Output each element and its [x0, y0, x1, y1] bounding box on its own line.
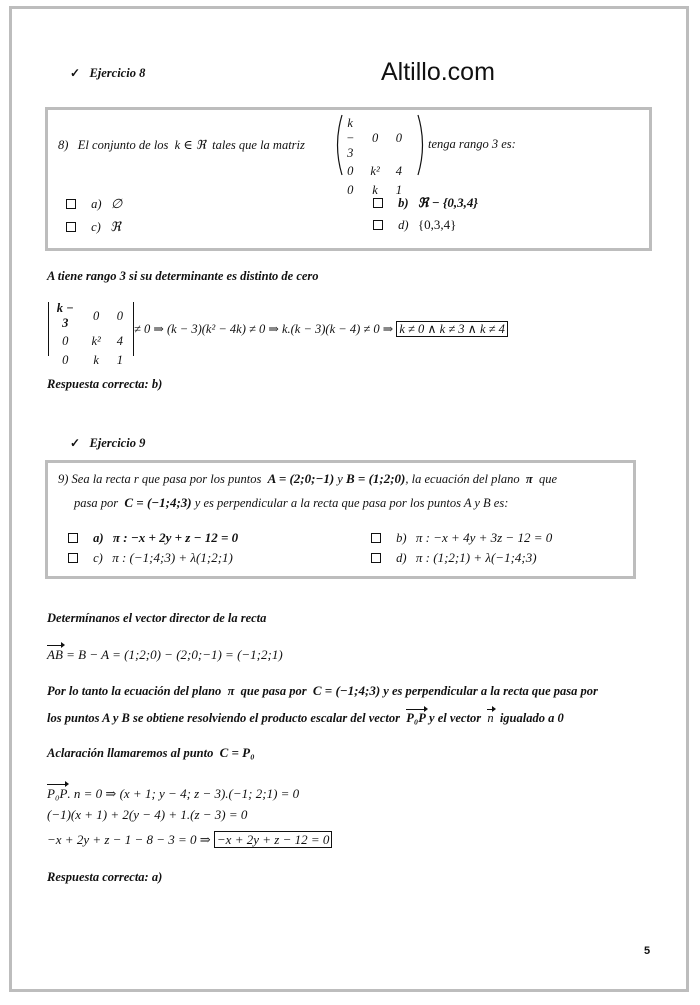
ex9-q-line1-b: , la ecuación del plano	[405, 472, 520, 486]
option-value: ℜ − {0,3,4}	[417, 195, 478, 210]
ex8-option-a[interactable]	[66, 196, 122, 212]
ex8-option-d[interactable]	[373, 217, 456, 233]
option-label: d)	[396, 551, 407, 565]
option-value: ∅	[110, 196, 123, 211]
ex8-q-text-mid: tales que la matriz	[212, 138, 305, 152]
p2-d: y es perpendicular a la recta que pasa por	[383, 684, 598, 698]
option-value: π : (−1;4;3) + λ(1;2;1)	[112, 550, 233, 565]
ex8-det-table	[47, 300, 131, 370]
ex8-question-line	[58, 137, 305, 153]
p3-b: y el vector	[429, 711, 482, 725]
option-value: {0,3,4}	[417, 217, 457, 232]
ex8-answer: Respuesta correcta: b)	[47, 377, 163, 391]
checkbox-icon[interactable]	[68, 553, 78, 563]
ex9-option-a[interactable]	[68, 530, 238, 546]
option-label: a)	[93, 531, 104, 545]
ex9-heading	[70, 436, 145, 451]
ex8-heading	[70, 66, 145, 81]
ex9-eq1	[47, 783, 299, 802]
det-cell: 4	[116, 334, 123, 348]
ex8-q-set: k ∈ ℜ	[174, 138, 206, 152]
checkbox-icon[interactable]	[373, 198, 383, 208]
matrix-cell: k²	[370, 164, 380, 178]
ex9-q-line1-c: que	[538, 472, 557, 486]
ex8-q-number: 8)	[58, 138, 69, 152]
ex9-point-a: A = (2;0;−1)	[267, 471, 335, 486]
option-label: c)	[93, 551, 103, 565]
ex8-det-equation	[134, 321, 508, 337]
checkbox-icon[interactable]	[373, 220, 383, 230]
ex9-p2	[47, 683, 598, 699]
p0p-vector: P₀P	[406, 708, 426, 726]
det-cell: k	[93, 353, 99, 367]
ex9-answer: Respuesta correcta: a)	[47, 870, 163, 884]
matrix-cell: 0	[347, 183, 354, 197]
ex9-q-line2-a: pasa por	[74, 496, 119, 510]
checkbox-icon[interactable]	[371, 553, 381, 563]
option-label: c)	[91, 220, 101, 234]
option-value: π : (1;2;1) + λ(−1;4;3)	[415, 550, 537, 565]
page-number: 5	[644, 945, 651, 957]
right-paren-icon	[416, 114, 428, 176]
matrix-cell: 0	[347, 164, 354, 178]
ex9-p4	[47, 745, 255, 761]
p4-b: C = P₀	[219, 745, 255, 760]
ex9-q-pi: π	[525, 472, 533, 486]
det-eq-text: ≠ 0 ⇒ (k − 3)(k² − 4k) ≠ 0 ⇒ k.(k − 3)(k − 4) ≠ 0 ⇒	[134, 322, 394, 336]
checkbox-icon[interactable]	[66, 222, 76, 232]
option-label: b)	[398, 196, 409, 210]
ex9-option-d[interactable]	[371, 550, 537, 566]
matrix-cell: 1	[395, 183, 402, 197]
ex9-point-b: B = (1;2;0)	[345, 471, 406, 486]
ex9-eq3	[47, 832, 332, 848]
ex9-question-line2	[74, 495, 508, 511]
check-icon: ✓	[70, 436, 81, 450]
ex8-q-text-pre: El conjunto de los	[77, 138, 169, 152]
option-value: ℜ	[110, 219, 121, 234]
det-cell: 0	[92, 308, 100, 323]
checkbox-icon[interactable]	[371, 533, 381, 543]
p2-pi: π	[227, 684, 235, 698]
ex9-question-line1	[58, 471, 557, 487]
ex8-option-c[interactable]	[66, 219, 121, 235]
ex9-q-line2-b: y es perpendicular a la recta que pasa por los puntos A y B es:	[194, 496, 509, 510]
ex8-explain: A tiene rango 3 si su determinante es distinto de cero	[47, 269, 319, 283]
p3-a: los puntos A y B se obtiene resolviendo el producto escalar del vector	[47, 711, 400, 725]
matrix-cell: k	[372, 183, 378, 197]
ex9-heading-text: Ejercicio 9	[89, 436, 146, 450]
matrix-cell: k − 3	[346, 116, 355, 160]
det-result: k ≠ 0 ∧ k ≠ 3 ∧ k ≠ 4	[396, 321, 508, 337]
option-label: a)	[91, 197, 102, 211]
ab-eq: = B − A = (1;2;0) − (2;0;−1) = (−1;2;1)	[66, 647, 283, 662]
ex9-ab-equation	[47, 644, 283, 663]
det-cell: 1	[116, 353, 123, 367]
p2-c: C = (−1;4;3)	[312, 683, 381, 698]
ex9-point-c: C = (−1;4;3)	[124, 495, 192, 510]
det-cell: k − 3	[56, 301, 74, 330]
ex8-matrix-table	[338, 115, 410, 200]
p2-a: Por lo tanto la ecuación del plano	[47, 684, 222, 698]
matrix-cell: 4	[395, 164, 402, 178]
watermark: Altillo.com	[381, 58, 495, 86]
ex9-q-y: y	[337, 472, 343, 486]
ex8-determinant	[48, 301, 134, 367]
ex8-heading-text: Ejercicio 8	[89, 66, 146, 80]
ex8-q-text-post: tenga rango 3 es:	[428, 137, 516, 151]
p2-b: que pasa por	[240, 684, 307, 698]
p4-a: Aclaración llamaremos al punto	[47, 746, 214, 760]
matrix-cell: 0	[371, 131, 379, 145]
ex9-q-line1-a: 9) Sea la recta r que pasa por los puntos	[58, 472, 262, 486]
option-value: π : −x + 4y + 3z − 12 = 0	[415, 530, 553, 545]
p0p-vector: P₀P	[47, 783, 67, 802]
option-label: b)	[396, 531, 407, 545]
ex9-option-b[interactable]	[371, 530, 552, 546]
check-icon: ✓	[70, 66, 81, 80]
matrix-cell: 0	[395, 131, 402, 145]
det-cell: 0	[62, 334, 69, 348]
ab-vector: AB	[47, 644, 63, 663]
p3-c: igualado a 0	[499, 711, 564, 725]
option-label: d)	[398, 218, 409, 232]
eq3-result: −x + 2y + z − 12 = 0	[214, 831, 332, 848]
eq3-text: −x + 2y + z − 1 − 8 − 3 = 0 ⇒	[47, 832, 211, 847]
checkbox-icon[interactable]	[66, 199, 76, 209]
option-value: π : −x + 2y + z − 12 = 0	[112, 530, 239, 545]
ex9-p3	[47, 708, 564, 726]
det-cell: k²	[91, 334, 101, 348]
n-vector: n	[487, 708, 493, 726]
ex9-option-c[interactable]	[68, 550, 233, 566]
det-cell: 0	[116, 308, 123, 323]
ex8-option-b[interactable]	[373, 195, 478, 211]
det-cell: 0	[62, 353, 69, 367]
eq1-text: . n = 0 ⇒ (x + 1; y − 4; z − 3).(−1; 2;1) = 0	[67, 786, 300, 801]
ex9-p1: Determínanos el vector director de la recta	[47, 611, 267, 625]
ex9-eq2: (−1)(x + 1) + 2(y − 4) + 1.(z − 3) = 0	[47, 807, 248, 822]
checkbox-icon[interactable]	[68, 533, 78, 543]
